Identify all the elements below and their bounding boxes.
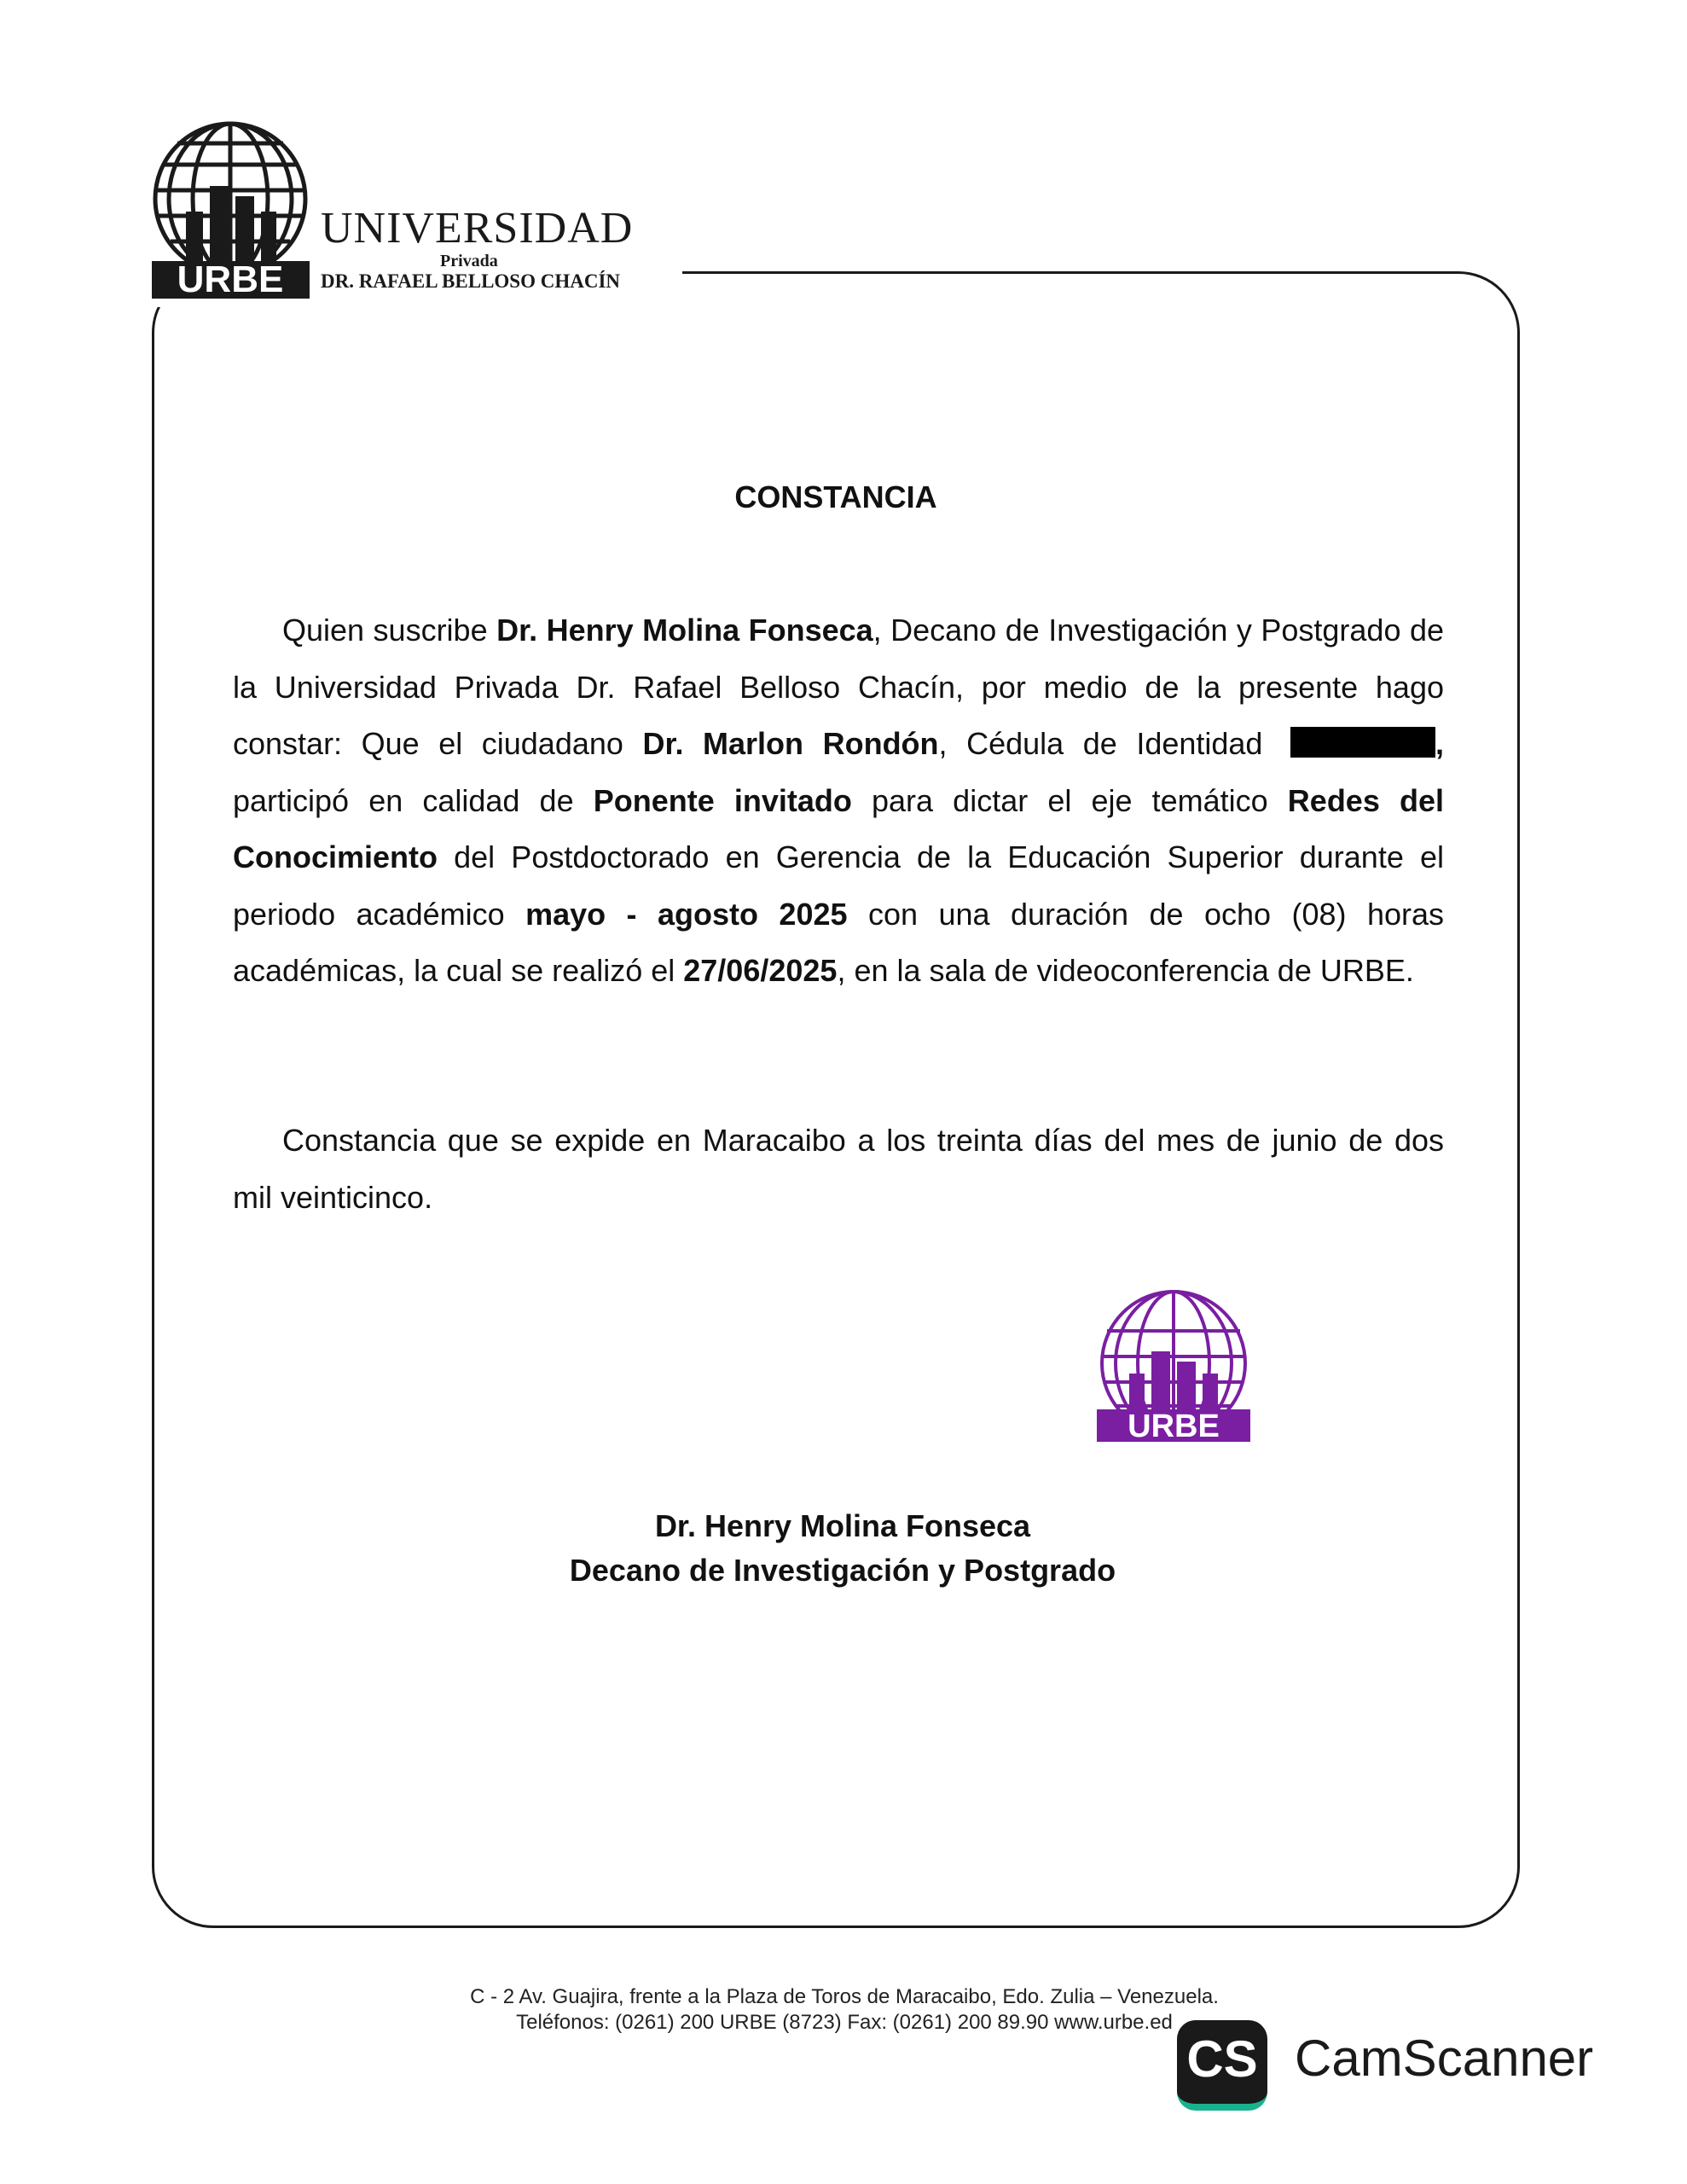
footer-line-2: Teléfonos: (0261) 200 URBE (8723) Fax: (0261) 200 89.90 www.urbe.ed (516, 2011, 1173, 2034)
logo-mark-text: URBE (177, 258, 284, 299)
university-line2: Privada (440, 252, 498, 270)
signature-title: Decano de Investigación y Postgrado (569, 1553, 1116, 1588)
document-border (152, 271, 1520, 1928)
p1-bold-role: Ponente invitado (593, 782, 852, 818)
signature-name: Dr. Henry Molina Fonseca (654, 1508, 1031, 1543)
p1-bold-signer: Dr. Henry Molina Fonseca (496, 613, 873, 648)
redacted-id-block (1290, 727, 1435, 758)
p1-text-5: para dictar el eje temático (851, 782, 1288, 818)
p1-bold-date: 27/06/2025 (683, 953, 838, 988)
university-line3: DR. RAFAEL BELLOSO CHACÍN (321, 270, 621, 292)
seal-mark-text: URBE (1128, 1409, 1220, 1443)
p1-bold-topic: Redes del Conocimiento (233, 782, 1444, 874)
document-title: CONSTANCIA (734, 479, 937, 514)
camscanner-logo-icon: CS (1177, 2020, 1267, 2111)
p1-text-1: Quien suscribe (282, 613, 497, 648)
p1-text-8: , en la sala de videoconferencia de URBE. (837, 953, 1414, 988)
urbe-seal-icon (1095, 1288, 1253, 1443)
university-name (321, 206, 662, 291)
footer-line-1: C - 2 Av. Guajira, frente a la Plaza de Toros de Maracaibo, Edo. Zulia – Venezuela. (470, 1985, 1219, 2008)
body-paragraph-1 (233, 602, 1444, 1000)
p1-bold-recipient: Dr. Marlon Rondón (642, 726, 939, 761)
p1-text-7: con una duración de ocho (08) horas académicas, la cual se realizó el (233, 896, 1444, 988)
p1-text-4: participó en calidad de (233, 782, 594, 818)
p1-bold-comma: , (1435, 726, 1445, 761)
university-line1: UNIVERSIDAD (321, 204, 634, 253)
camscanner-watermark: CamScanner (1295, 2030, 1594, 2087)
p1-text-6: del Postdoctorado en Gerencia de la Educación Superior durante el periodo académico (233, 839, 1444, 932)
p1-bold-period: mayo - agosto 2025 (525, 896, 848, 932)
p1-text-3: , Cédula de Identidad (938, 726, 1282, 761)
p1-text-2: , Decano de Investigación y Postgrado de la Universidad Privada Dr. Rafael Belloso Chacín, por medio de la presente hago constar: Que el ciudadano (233, 613, 1444, 761)
body-paragraph-2: Constancia que se expide en Maracaibo a los treinta días del mes de junio de dos mil veinticinco. (233, 1123, 1444, 1215)
